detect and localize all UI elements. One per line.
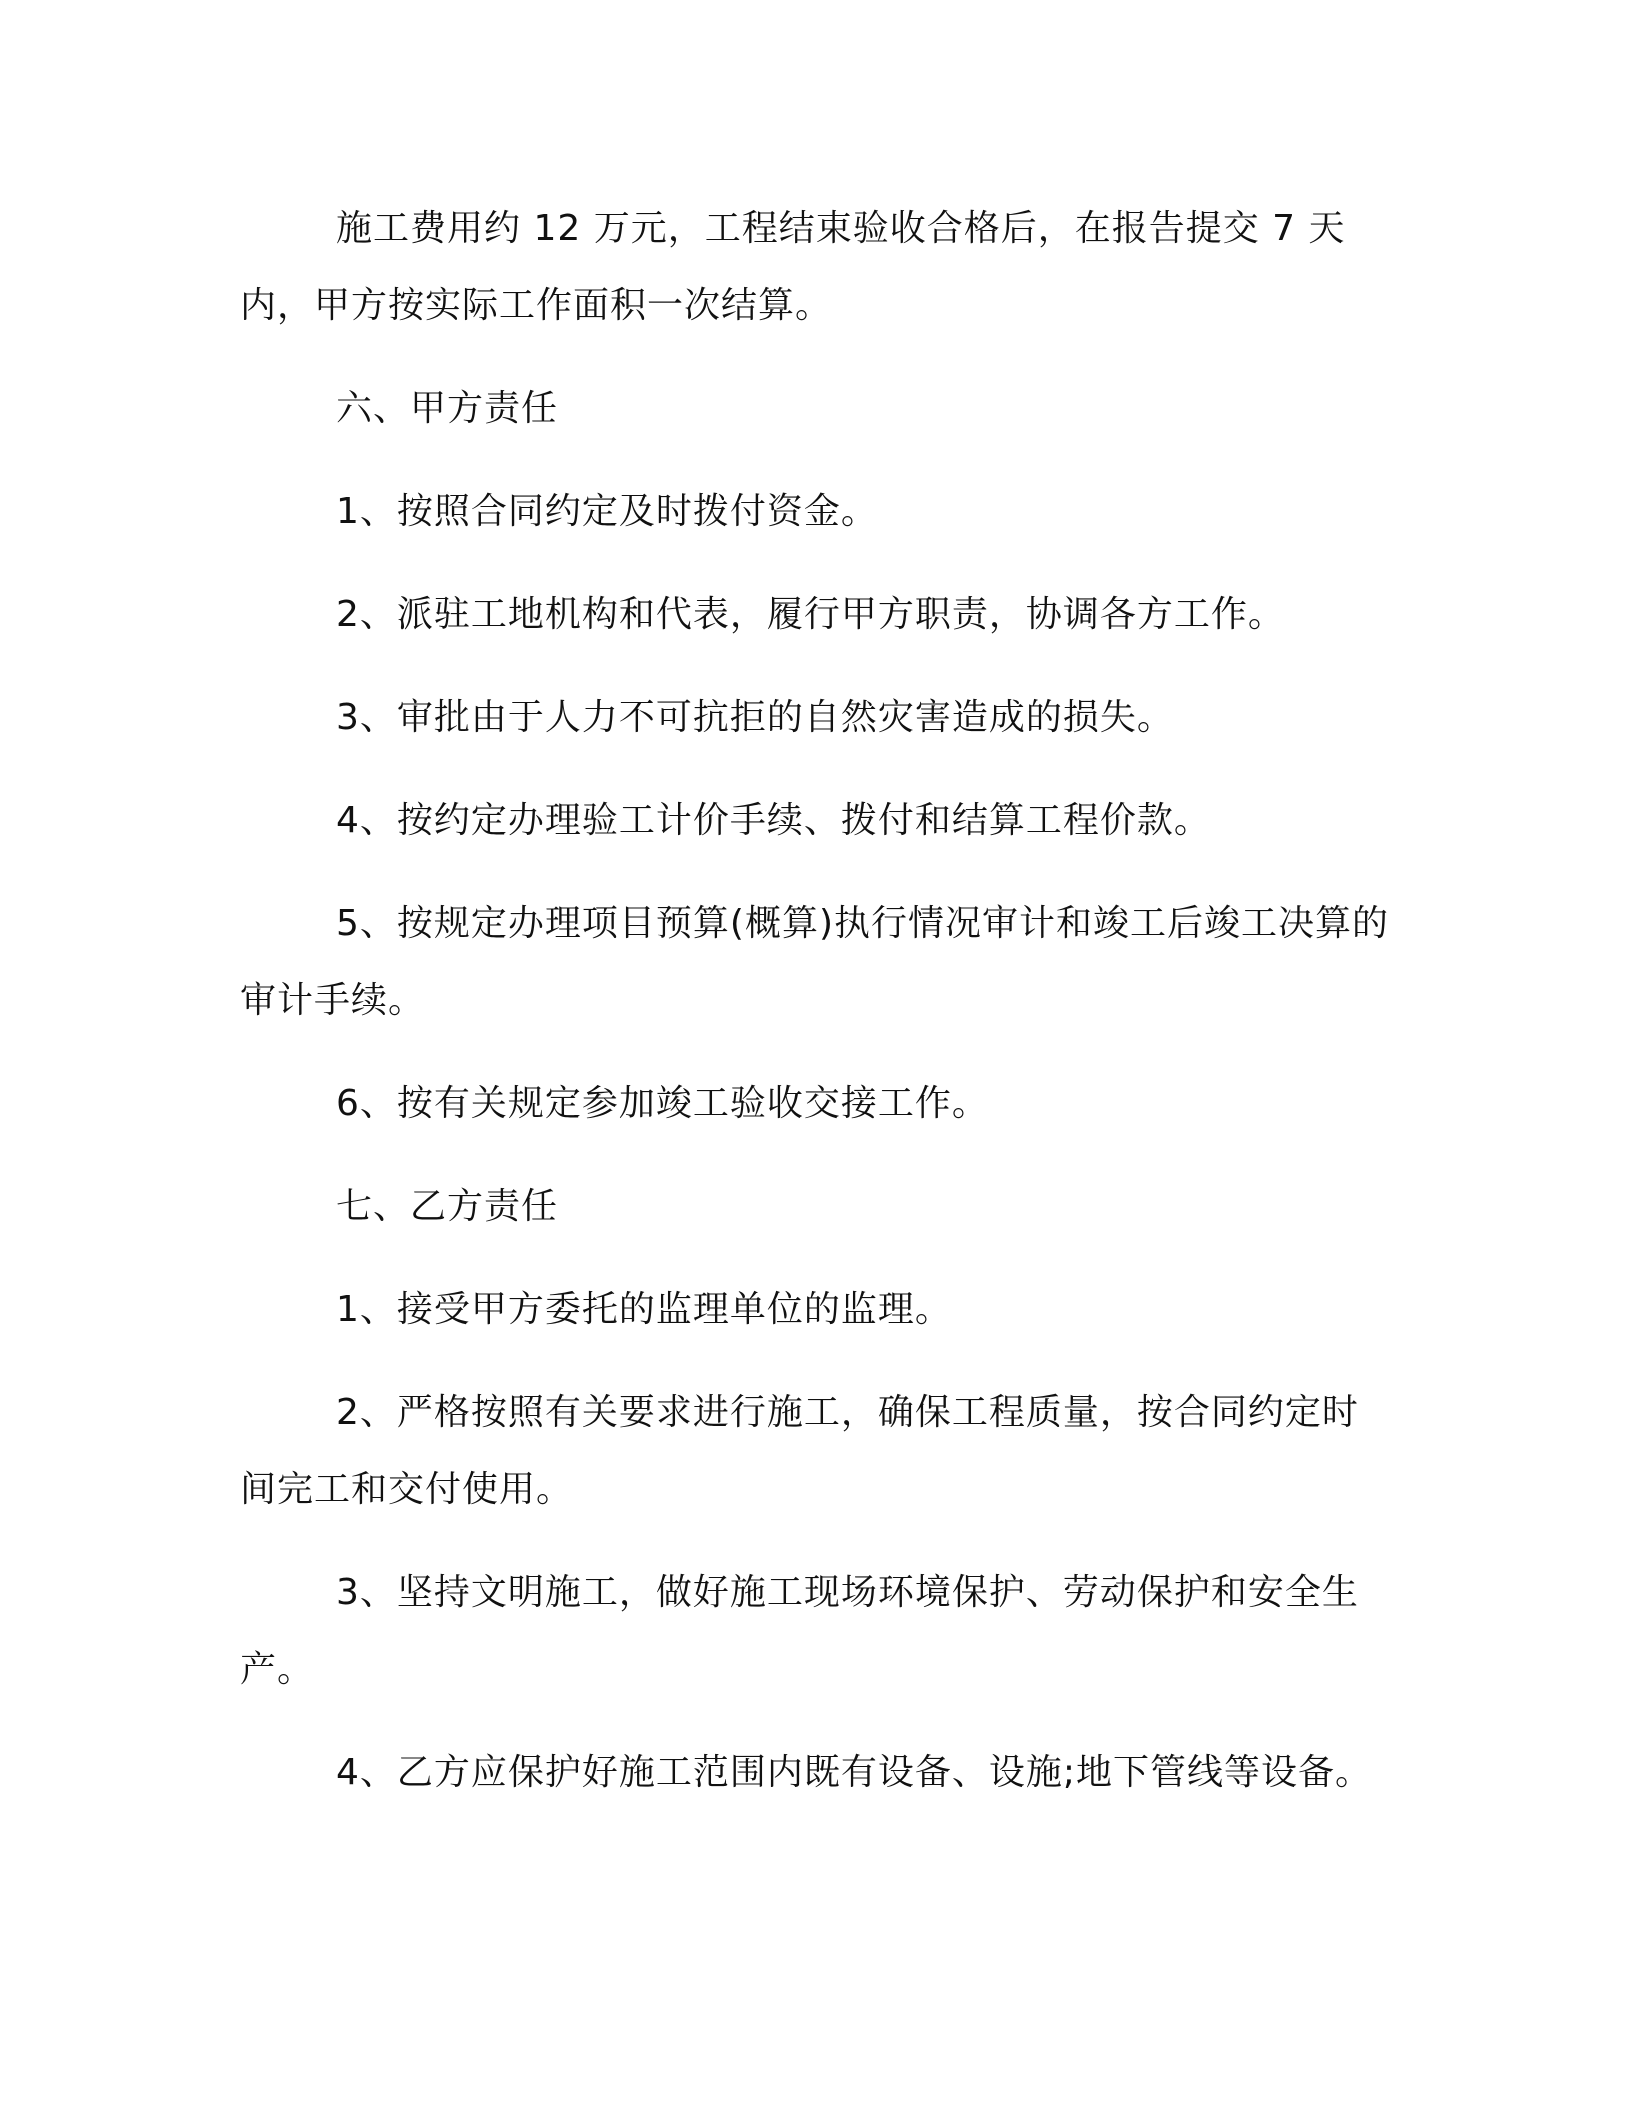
payment-terms-paragraph: 施工费用约 12 万元，工程结束验收合格后，在报告提交 7 天内，甲方按实际工作面积一次结算。 xyxy=(240,208,1346,326)
party-b-item-4: 4、乙方应保护好施工范围内既有设备、设施;地下管线等设备。 xyxy=(336,1752,1373,1793)
party-a-item-3: 3、审批由于人力不可抗拒的自然灾害造成的损失。 xyxy=(336,697,1174,738)
document-page xyxy=(240,190,1390,1837)
party-a-item-2: 2、派驻工地机构和代表，履行甲方职责，协调各方工作。 xyxy=(336,594,1285,635)
party-a-item-6: 6、按有关规定参加竣工验收交接工作。 xyxy=(336,1083,989,1124)
section-heading-party-a: 六、甲方责任 xyxy=(336,388,559,429)
party-a-item-1: 1、按照合同约定及时拨付资金。 xyxy=(336,491,878,532)
section-heading-party-b: 七、乙方责任 xyxy=(336,1186,559,1227)
party-b-item-2: 2、严格按照有关要求进行施工，确保工程质量，按合同约定时间完工和交付使用。 xyxy=(240,1392,1359,1510)
party-a-item-4: 4、按约定办理验工计价手续、拨付和结算工程价款。 xyxy=(336,800,1211,841)
party-a-item-5: 5、按规定办理项目预算(概算)执行情况审计和竣工后竣工决算的审计手续。 xyxy=(240,903,1389,1021)
party-b-item-3: 3、坚持文明施工，做好施工现场环境保护、劳动保护和安全生产。 xyxy=(240,1572,1359,1690)
party-b-item-1: 1、接受甲方委托的监理单位的监理。 xyxy=(336,1289,952,1330)
